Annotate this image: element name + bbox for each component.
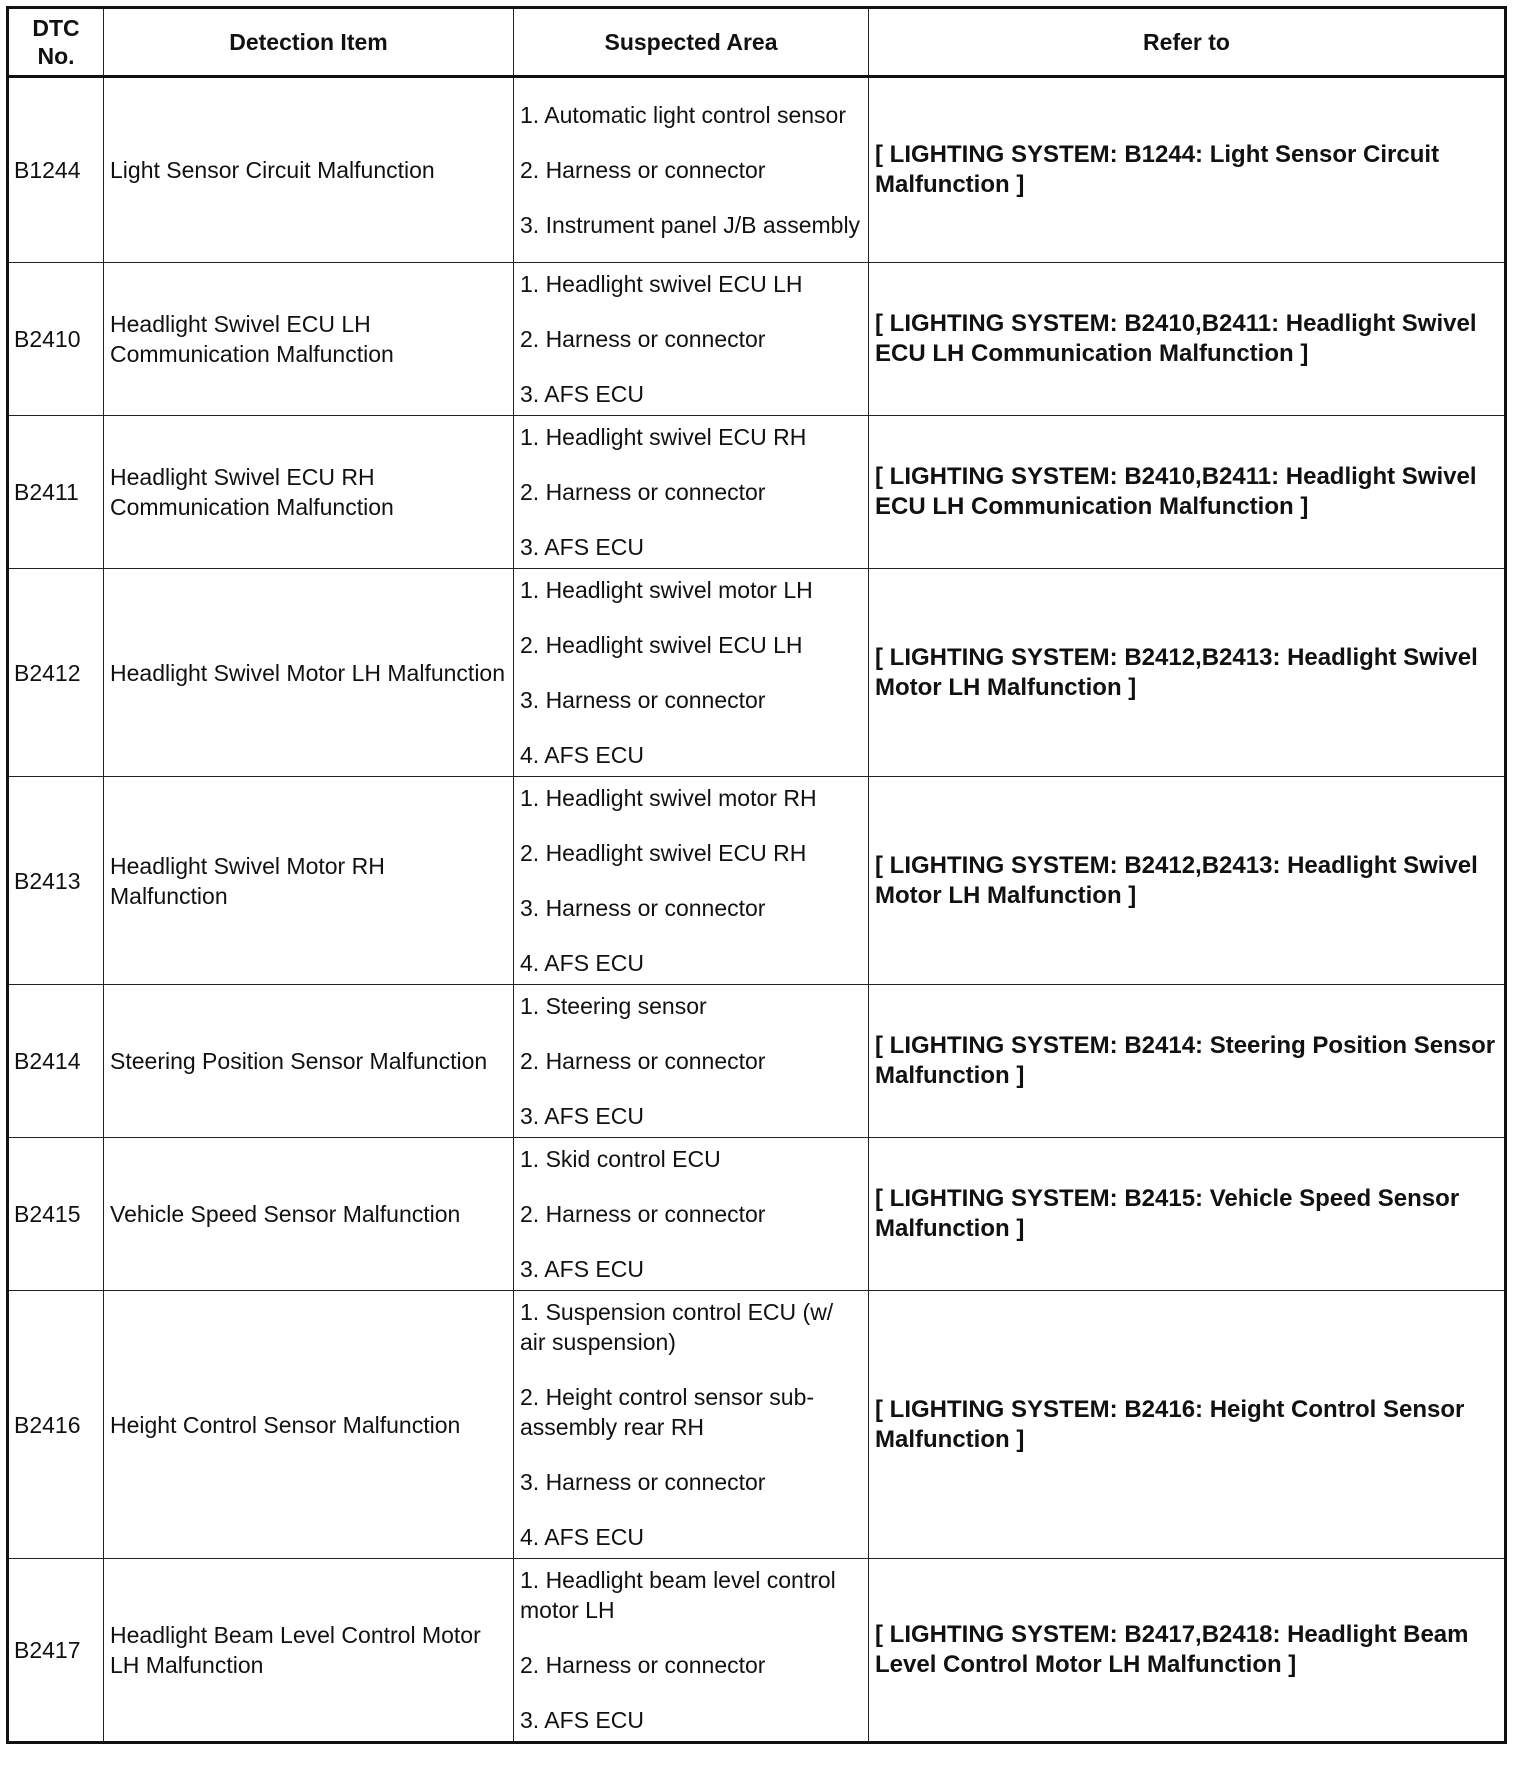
suspected-area-item: 3. AFS ECU bbox=[520, 1256, 644, 1282]
refer-to-link[interactable]: [ LIGHTING SYSTEM: B2415: Vehicle Speed Sensor Malfunction ] bbox=[869, 1138, 1506, 1291]
detection-item: Headlight Swivel ECU RH Communication Malfunction bbox=[104, 416, 514, 569]
suspected-area-item: 3. AFS ECU bbox=[520, 1103, 644, 1129]
suspected-area-item: 3. Instrument panel J/B assembly bbox=[520, 212, 861, 238]
dtc-code: B2410 bbox=[8, 263, 104, 416]
suspected-area-item: 4. AFS ECU bbox=[520, 742, 644, 768]
table-row bbox=[8, 1559, 1506, 1743]
detection-item: Headlight Swivel Motor RH Malfunction bbox=[104, 777, 514, 985]
detection-item: Headlight Beam Level Control Motor LH Malfunction bbox=[104, 1559, 514, 1743]
table-row bbox=[8, 1291, 1506, 1559]
refer-to-link[interactable]: [ LIGHTING SYSTEM: B1244: Light Sensor Circuit Malfunction ] bbox=[869, 77, 1506, 263]
table-row bbox=[8, 569, 1506, 777]
header-dtc-no: DTC No. bbox=[8, 8, 104, 77]
suspected-area-item: 4. AFS ECU bbox=[520, 950, 644, 976]
suspected-area-item: 3. AFS ECU bbox=[520, 534, 644, 560]
suspected-area-item: 2. Harness or connector bbox=[520, 479, 766, 505]
dtc-code: B2417 bbox=[8, 1559, 104, 1743]
header-suspected-area: Suspected Area bbox=[514, 8, 869, 77]
header-detection-item: Detection Item bbox=[104, 8, 514, 77]
detection-item: Vehicle Speed Sensor Malfunction bbox=[104, 1138, 514, 1291]
suspected-area-list bbox=[514, 1291, 869, 1559]
suspected-area-list bbox=[514, 1559, 869, 1743]
detection-item: Headlight Swivel ECU LH Communication Malfunction bbox=[104, 263, 514, 416]
detection-item: Light Sensor Circuit Malfunction bbox=[104, 77, 514, 263]
table-row bbox=[8, 263, 1506, 416]
suspected-area-item: 1. Skid control ECU bbox=[520, 1146, 721, 1172]
suspected-area-item: 1. Headlight swivel motor LH bbox=[520, 577, 813, 603]
table-header bbox=[8, 8, 1506, 77]
suspected-area-item: 1. Suspension control ECU (w/ air suspension) bbox=[520, 1299, 834, 1355]
suspected-area-list bbox=[514, 1138, 869, 1291]
dtc-code: B2411 bbox=[8, 416, 104, 569]
table-row bbox=[8, 1138, 1506, 1291]
suspected-area-list bbox=[514, 985, 869, 1138]
refer-to-link[interactable]: [ LIGHTING SYSTEM: B2410,B2411: Headlight Swivel ECU LH Communication Malfunction ] bbox=[869, 416, 1506, 569]
table-body bbox=[8, 77, 1506, 1743]
refer-to-link[interactable]: [ LIGHTING SYSTEM: B2414: Steering Position Sensor Malfunction ] bbox=[869, 985, 1506, 1138]
suspected-area-item: 1. Automatic light control sensor bbox=[520, 102, 846, 128]
suspected-area-item: 2. Harness or connector bbox=[520, 157, 766, 183]
refer-to-link[interactable]: [ LIGHTING SYSTEM: B2412,B2413: Headlight Swivel Motor LH Malfunction ] bbox=[869, 777, 1506, 985]
detection-item: Headlight Swivel Motor LH Malfunction bbox=[104, 569, 514, 777]
dtc-code: B2416 bbox=[8, 1291, 104, 1559]
suspected-area-item: 2. Harness or connector bbox=[520, 1652, 766, 1678]
refer-to-link[interactable]: [ LIGHTING SYSTEM: B2416: Height Control Sensor Malfunction ] bbox=[869, 1291, 1506, 1559]
table-row bbox=[8, 77, 1506, 263]
suspected-area-list bbox=[514, 777, 869, 985]
suspected-area-item: 3. Harness or connector bbox=[520, 895, 766, 921]
suspected-area-list bbox=[514, 416, 869, 569]
suspected-area-item: 1. Headlight swivel ECU RH bbox=[520, 424, 807, 450]
suspected-area-item: 2. Headlight swivel ECU RH bbox=[520, 840, 807, 866]
detection-item: Height Control Sensor Malfunction bbox=[104, 1291, 514, 1559]
table-row bbox=[8, 985, 1506, 1138]
suspected-area-item: 3. AFS ECU bbox=[520, 1707, 644, 1733]
suspected-area-item: 3. Harness or connector bbox=[520, 1469, 766, 1495]
suspected-area-item: 2. Harness or connector bbox=[520, 1048, 766, 1074]
table-row bbox=[8, 416, 1506, 569]
dtc-code: B2414 bbox=[8, 985, 104, 1138]
suspected-area-list bbox=[514, 263, 869, 416]
table-row bbox=[8, 777, 1506, 985]
refer-to-link[interactable]: [ LIGHTING SYSTEM: B2412,B2413: Headlight Swivel Motor LH Malfunction ] bbox=[869, 569, 1506, 777]
suspected-area-list bbox=[514, 569, 869, 777]
refer-to-link[interactable]: [ LIGHTING SYSTEM: B2417,B2418: Headlight Beam Level Control Motor LH Malfunction ] bbox=[869, 1559, 1506, 1743]
suspected-area-item: 3. AFS ECU bbox=[520, 381, 644, 407]
suspected-area-item: 3. Harness or connector bbox=[520, 687, 766, 713]
suspected-area-item: 1. Headlight swivel ECU LH bbox=[520, 271, 803, 297]
dtc-code: B2415 bbox=[8, 1138, 104, 1291]
dtc-code: B1244 bbox=[8, 77, 104, 263]
detection-item: Steering Position Sensor Malfunction bbox=[104, 985, 514, 1138]
suspected-area-item: 2. Harness or connector bbox=[520, 1201, 766, 1227]
suspected-area-item: 1. Steering sensor bbox=[520, 993, 707, 1019]
suspected-area-item: 2. Height control sensor sub-assembly rear RH bbox=[520, 1384, 815, 1440]
header-refer-to: Refer to bbox=[869, 8, 1506, 77]
dtc-code: B2413 bbox=[8, 777, 104, 985]
header-row bbox=[8, 8, 1506, 77]
suspected-area-item: 4. AFS ECU bbox=[520, 1524, 644, 1550]
suspected-area-item: 2. Headlight swivel ECU LH bbox=[520, 632, 803, 658]
dtc-code: B2412 bbox=[8, 569, 104, 777]
suspected-area-item: 1. Headlight beam level control motor LH bbox=[520, 1567, 836, 1623]
suspected-area-list bbox=[514, 77, 869, 263]
dtc-table bbox=[6, 6, 1507, 1744]
refer-to-link[interactable]: [ LIGHTING SYSTEM: B2410,B2411: Headlight Swivel ECU LH Communication Malfunction ] bbox=[869, 263, 1506, 416]
suspected-area-item: 2. Harness or connector bbox=[520, 326, 766, 352]
suspected-area-item: 1. Headlight swivel motor RH bbox=[520, 785, 817, 811]
